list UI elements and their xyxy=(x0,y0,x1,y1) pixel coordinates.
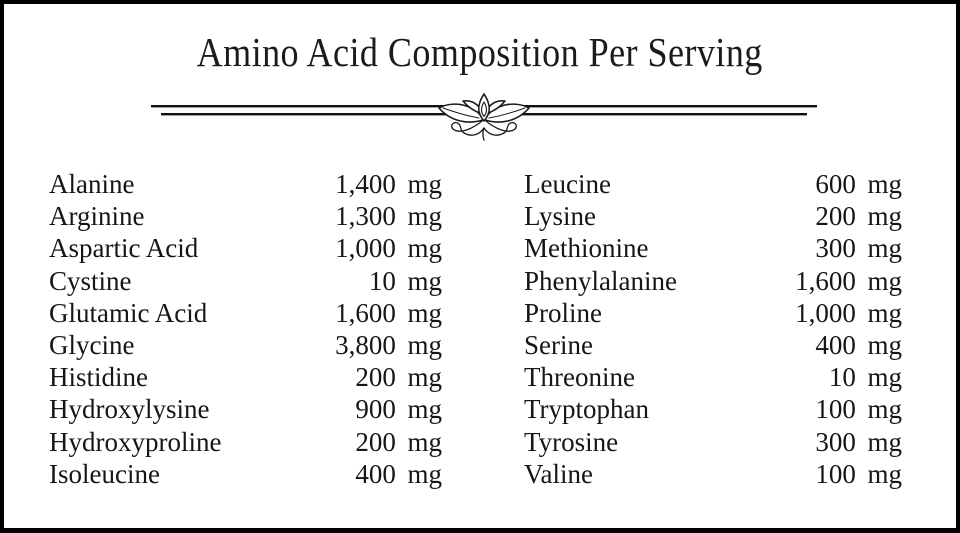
page-title-text: Amino Acid Composition Per Serving xyxy=(196,29,764,75)
amino-acid-amount: 1,400 mg xyxy=(335,169,442,199)
table-row xyxy=(524,393,902,425)
table-column-right xyxy=(524,168,902,490)
table-row xyxy=(49,297,442,329)
amino-acid-amount: 200 mg xyxy=(355,362,442,393)
table-row xyxy=(49,200,442,232)
table-row xyxy=(524,458,902,490)
table-row xyxy=(524,361,902,393)
amino-acid-name: Methionine xyxy=(524,233,649,264)
amino-acid-amount: 600 mg xyxy=(815,169,902,199)
amino-acid-name: Hydroxylysine xyxy=(49,394,210,425)
amino-acid-amount: 1,000 mg xyxy=(335,233,442,264)
amino-acid-amount: 200 mg xyxy=(815,201,902,232)
amino-acid-name: Tyrosine xyxy=(524,426,619,457)
table-row xyxy=(49,361,442,393)
table-row xyxy=(49,168,442,200)
amino-acid-name: Alanine xyxy=(49,169,135,199)
amino-acid-name: Phenylalanine xyxy=(524,265,677,296)
amino-acid-name: Glutamic Acid xyxy=(49,297,208,328)
amino-acid-name: Lysine xyxy=(524,201,596,232)
table-row xyxy=(524,297,902,329)
amino-acid-amount: 1,300 mg xyxy=(335,201,442,232)
amino-acid-name: Tryptophan xyxy=(524,394,650,425)
amino-acid-amount: 1,600 mg xyxy=(335,297,442,328)
table-row xyxy=(49,393,442,425)
table-row xyxy=(49,426,442,458)
amino-acid-amount: 200 mg xyxy=(355,426,442,457)
table-row xyxy=(524,168,902,200)
table-row xyxy=(49,232,442,264)
amino-acid-amount: 1,000 mg xyxy=(795,297,902,328)
table-row xyxy=(524,200,902,232)
table-row xyxy=(49,458,442,490)
amino-acid-name: Arginine xyxy=(49,201,145,232)
amino-acid-amount: 400 mg xyxy=(815,330,902,361)
floral-flourish-icon xyxy=(149,90,819,148)
table-row xyxy=(49,329,442,361)
amino-acid-amount: 100 mg xyxy=(815,394,902,425)
table-row xyxy=(49,265,442,297)
amino-acid-amount: 300 mg xyxy=(815,426,902,457)
amino-acid-name: Glycine xyxy=(49,330,135,361)
table-row xyxy=(524,232,902,264)
amino-acid-name: Serine xyxy=(524,330,593,361)
amino-acid-name: Hydroxyproline xyxy=(49,426,222,457)
amino-acid-amount: 400 mg xyxy=(355,458,442,489)
ornamental-divider xyxy=(149,90,819,148)
amino-acid-amount: 900 mg xyxy=(355,394,442,425)
table-column-left xyxy=(49,168,442,490)
amino-acid-name: Isoleucine xyxy=(49,458,160,489)
amino-acid-table xyxy=(49,168,902,490)
amino-acid-name: Proline xyxy=(524,297,602,328)
amino-acid-amount: 100 mg xyxy=(815,458,902,489)
page-title xyxy=(4,28,956,77)
table-row xyxy=(524,265,902,297)
amino-acid-amount: 10 mg xyxy=(368,265,442,296)
amino-acid-name: Aspartic Acid xyxy=(49,233,199,264)
amino-acid-amount: 3,800 mg xyxy=(335,330,442,361)
table-row xyxy=(524,329,902,361)
amino-acid-amount: 10 mg xyxy=(828,362,902,393)
amino-acid-name: Leucine xyxy=(524,169,611,199)
amino-acid-name: Cystine xyxy=(49,265,132,296)
amino-acid-amount: 1,600 mg xyxy=(795,265,902,296)
amino-acid-name: Threonine xyxy=(524,362,635,393)
table-row xyxy=(524,426,902,458)
amino-acid-name: Histidine xyxy=(49,362,148,393)
amino-acid-name: Valine xyxy=(524,458,593,489)
amino-acid-amount: 300 mg xyxy=(815,233,902,264)
